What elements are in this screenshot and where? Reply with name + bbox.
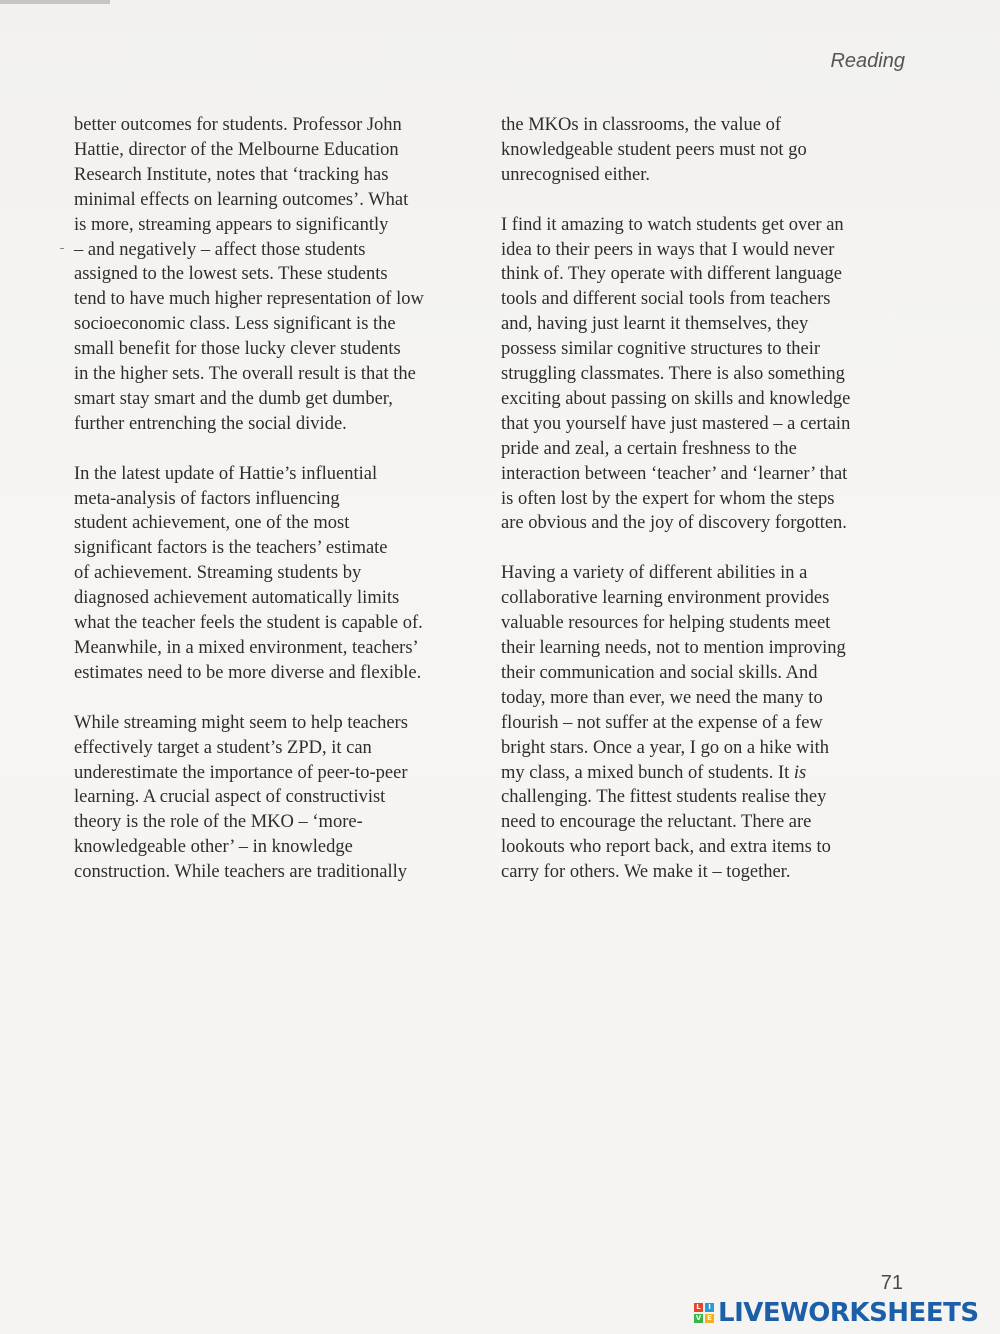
brand-name: LIVEWORKSHEETS	[718, 1298, 979, 1328]
emphasis-word: is	[793, 762, 807, 783]
text-line: valuable resources for helping students meet	[501, 613, 831, 634]
scan-margin-mark	[60, 248, 64, 249]
text-line: bright stars. Once a year, I go on a hike with	[501, 737, 830, 758]
text-line: learning. A crucial aspect of constructivist	[74, 787, 386, 808]
text-line: tend to have much higher representation of low	[74, 289, 424, 310]
text-line: their communication and social skills. And	[501, 662, 818, 683]
text-line: need to encourage the reluctant. There are	[501, 812, 812, 833]
page-number: 71	[880, 1272, 903, 1294]
text-line: knowledgeable other’ – in knowledge	[74, 837, 353, 858]
text-line: today, more than ever, we need the many to	[501, 687, 823, 708]
text-line: struggling classmates. There is also something	[501, 364, 845, 385]
text-line: flourish – not suffer at the expense of a few	[501, 712, 823, 733]
text-line: small benefit for those lucky clever students	[74, 339, 401, 360]
logo-letter: I	[705, 1303, 714, 1312]
text-line: Research Institute, notes that ‘tracking has	[74, 164, 389, 185]
text-line: Hattie, director of the Melbourne Education	[74, 139, 399, 160]
right-column	[501, 113, 913, 885]
text-line: tools and different social tools from teachers	[501, 289, 831, 310]
text-line: is more, streaming appears to significantly	[74, 214, 389, 235]
text-line: lookouts who report back, and extra items to	[501, 837, 831, 858]
text-line: challenging. The fittest students realise they	[501, 787, 827, 808]
logo-letter: E	[705, 1314, 714, 1323]
text-line: underestimate the importance of peer-to-peer	[74, 762, 408, 783]
text-line: collaborative learning environment provides	[501, 588, 830, 609]
text-line: assigned to the lowest sets. These students	[74, 264, 388, 285]
text-line: socioeconomic class. Less significant is the	[74, 314, 396, 335]
paragraph-gap	[74, 686, 486, 711]
text-line: unrecognised either.	[501, 164, 650, 185]
text-line: student achievement, one of the most	[74, 513, 350, 534]
text-line: further entrenching the social divide.	[74, 413, 347, 434]
logo-letter: V	[695, 1314, 702, 1322]
text-line: minimal effects on learning outcomes’. What	[74, 189, 409, 210]
text-line: knowledgeable student peers must not go	[501, 139, 807, 160]
text-line: the MKOs in classrooms, the value of	[501, 115, 782, 135]
text-line: While streaming might seem to help teachers	[74, 712, 408, 733]
liveworksheets-logo-icon	[694, 1303, 714, 1323]
left-column	[74, 113, 486, 885]
text-line: theory is the role of the MKO – ‘more-	[74, 812, 363, 833]
text-line: are obvious and the joy of discovery forgotten.	[501, 513, 847, 534]
text-line: In the latest update of Hattie’s influential	[74, 463, 378, 484]
logo-letter: L	[694, 1303, 703, 1312]
text-line: interaction between ‘teacher’ and ‘learner’ that	[501, 463, 848, 484]
text-line: and, having just learnt it themselves, they	[501, 314, 809, 335]
text-line: I find it amazing to watch students get over an	[501, 214, 844, 235]
text-line: carry for others. We make it – together.	[501, 862, 791, 883]
text-line: my class, a mixed bunch of students. It is	[501, 762, 807, 783]
text-line: idea to their peers in ways that I would never	[501, 239, 835, 260]
text-line: what the teacher feels the student is capable of.	[74, 613, 423, 634]
text-line: in the higher sets. The overall result is that the	[74, 364, 416, 385]
text-line: – and negatively – affect those students	[74, 239, 366, 260]
text-line: estimates need to be more diverse and flexible.	[74, 662, 422, 683]
text-line: construction. While teachers are traditionally	[74, 862, 408, 883]
text-line: their learning needs, not to mention improving	[501, 638, 846, 658]
paragraph-gap	[74, 437, 486, 462]
text-line: think of. They operate with different language	[501, 264, 842, 285]
text-line: that you yourself have just mastered – a certain	[501, 413, 851, 434]
liveworksheets-brand[interactable]	[694, 1297, 979, 1329]
text-line: Meanwhile, in a mixed environment, teachers’	[74, 638, 419, 659]
text-line: meta-analysis of factors influencing	[74, 488, 340, 509]
text-line: exciting about passing on skills and knowledge	[501, 388, 851, 409]
text-line: is often lost by the expert for whom the steps	[501, 488, 835, 509]
paragraph-gap	[501, 188, 913, 213]
text-line: Having a variety of different abilities in a	[501, 563, 808, 584]
scan-edge-mark	[0, 0, 110, 4]
text-line: smart stay smart and the dumb get dumber,	[74, 388, 393, 409]
text-line: possess similar cognitive structures to their	[501, 339, 821, 360]
text-line: pride and zeal, a certain freshness to the	[501, 438, 797, 459]
text-line: better outcomes for students. Professor John	[74, 115, 402, 135]
section-label: Reading	[830, 50, 905, 72]
paragraph-gap	[501, 536, 913, 561]
text-line: significant factors is the teachers’ estimate	[74, 538, 388, 559]
text-line: of achievement. Streaming students by	[74, 563, 362, 584]
text-line: effectively target a student’s ZPD, it can	[74, 737, 372, 758]
text-line: diagnosed achievement automatically limits	[74, 588, 400, 609]
